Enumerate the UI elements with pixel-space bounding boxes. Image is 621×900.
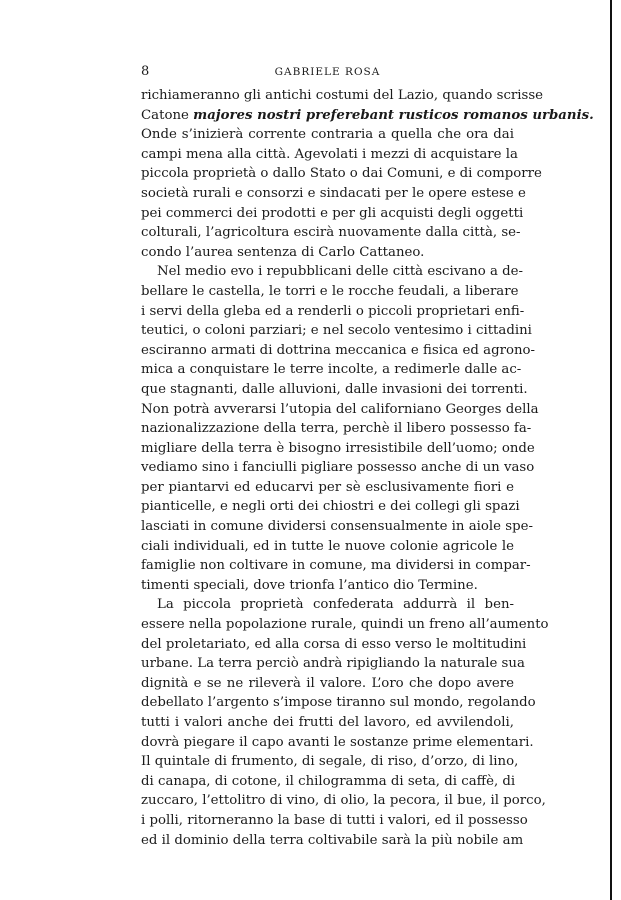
text-line: urbane. La terra perciò andrà ripigliando la naturale sua (141, 656, 525, 672)
text-line: campi mena alla città. Agevolati i mezzi di acquistare la (141, 146, 518, 162)
text-line: Onde s’inizierà corrente contraria a quella che ora dai (141, 127, 514, 143)
text-line: timenti speciali, dove trionfa l’antico dio Termine. (141, 577, 478, 593)
text-line: i servi della gleba ed a renderli o piccoli proprietari enfi- (141, 303, 525, 319)
latin-quote: majores nostri preferebant rusticos romanos urbanis. (193, 107, 594, 123)
text-line: ed il dominio della terra coltivabile sarà la più nobile am (141, 832, 524, 848)
text-segment: Catone (141, 107, 189, 123)
text-line: di canapa, di cotone, il chilogramma di seta, di caffè, di (141, 773, 516, 789)
text-line: La piccola proprietà confederata addurrà il ben- (157, 597, 514, 613)
text-line: migliare della terra è bisogno irresistibile dell’uomo; onde (141, 440, 535, 456)
text-line: famiglie non coltivare in comune, ma dividersi in compar- (141, 558, 531, 574)
text-line: teutici, o coloni parziari; e nel secolo ventesimo i cittadini (141, 323, 532, 339)
text-line: richiameranno gli antichi costumi del Lazio, quando scrisse (141, 88, 544, 103)
text-line: nazionalizzazione della terra, perchè il libero possesso fa- (141, 421, 532, 437)
text-line: Nel medio evo i repubblicani delle città escivano a de- (157, 264, 523, 280)
text-line: esciranno armati di dottrina meccanica e fisica ed agrono- (141, 342, 536, 358)
text-line: piccola proprietà o dallo Stato o dai Comuni, e di comporre (141, 166, 542, 182)
text-line: Il quintale di frumento, di segale, di riso, d’orzo, di lino, (141, 754, 519, 770)
text-line: dovrà piegare il capo avanti le sostanze prime elementari. (141, 734, 534, 750)
text-line: pianticelle, e negli orti dei chiostri e dei collegi gli spazi (141, 499, 520, 515)
text-line: pei commerci dei prodotti e per gli acquisti degli oggetti (141, 205, 524, 221)
text-line: que stagnanti, dalle alluvioni, dalle invasioni dei torrenti. (141, 381, 528, 397)
text-line: bellare le castella, le torri e le rocche feudali, a liberare (141, 283, 519, 299)
running-title: GABRIELE ROSA (274, 66, 381, 78)
body-text (141, 86, 594, 850)
text-line: lasciati in comune dividersi consensualmente in aiole spe- (141, 519, 533, 535)
text-line: vediamo sino i fanciulli pigliare possesso anche di un vaso (141, 460, 535, 476)
text-line: Non potrà avverarsi l’utopia del californiano Georges della (141, 401, 539, 417)
text-line: tutti i valori anche dei frutti del lavoro, ed avvilendoli, (141, 715, 514, 730)
text-line: condo l’aurea sentenza di Carlo Cattaneo. (141, 244, 425, 260)
text-line: ciali individuali, ed in tutte le nuove colonie agricole le (141, 538, 514, 554)
text-line: dignità e se ne rileverà il valore. L’oro che dopo avere (141, 675, 514, 691)
text-line: colturali, l’agricoltura escirà nuovamente dalla città, se- (141, 225, 521, 241)
text-line: mica a conquistare le terre incolte, a redimerle dalle ac- (141, 362, 522, 378)
text-line: essere nella popolazione rurale, quindi un freno all’aumento (141, 617, 549, 633)
text-line: zuccaro, l’ettolitro di vino, di olio, la pecora, il bue, il porco, (141, 793, 546, 809)
text-line: società rurali e consorzi e sindacati per le opere estese e (141, 185, 526, 201)
text-line: del proletariato, ed alla corsa di esso verso le moltitudini (141, 636, 527, 652)
page-number: 8 (141, 64, 150, 79)
text-line: per piantarvi ed educarvi per sè esclusivamente fiori e (141, 479, 514, 495)
text-line (141, 106, 594, 126)
text-line: i polli, ritorneranno la base di tutti i valori, ed il possesso (141, 812, 528, 828)
text-line: debellato l’argento s’impose tiranno sul mondo, regolando (141, 695, 536, 711)
page-header (141, 64, 514, 82)
page-edge-line (610, 0, 612, 900)
